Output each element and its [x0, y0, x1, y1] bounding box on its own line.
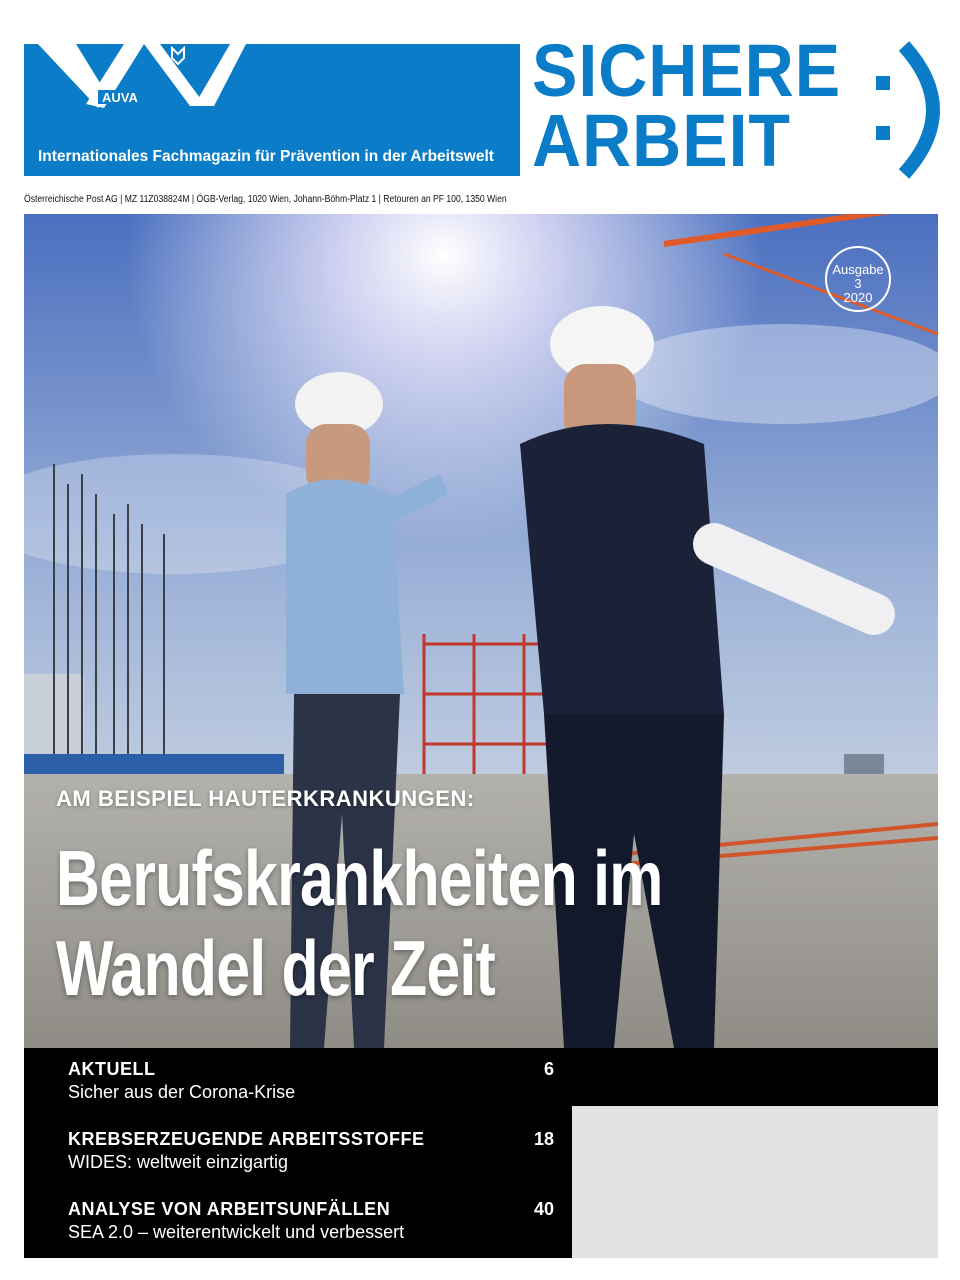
toc-grey-filler: [572, 1106, 938, 1258]
issue-number: 3: [854, 276, 862, 291]
cover-kicker: AM BEISPIEL HAUTERKRANKUNGEN:: [56, 786, 475, 811]
construction-site-image: [24, 214, 938, 1048]
postal-info: Österreichische Post AG | MZ 11Z038824M | ÖGB-Verlag, 1020 Wien, Johann-Böhm-Platz 1 | Retouren an PF 100, 1350 Wien: [24, 194, 507, 205]
toc-item-page: 40: [533, 1199, 554, 1219]
cover-headline-line2: Wandel der Zeit: [56, 924, 496, 1012]
tagline: Internationales Fachmagazin für Prävention in der Arbeitswelt: [38, 148, 494, 165]
auva-logo: [24, 44, 284, 154]
toc-item-title: Sicher aus der Corona-Krise: [68, 1082, 296, 1102]
toc-item-page: 6: [543, 1059, 554, 1079]
issue-label: Ausgabe: [832, 262, 884, 277]
toc-item-title: WIDES: weltweit einzigartig: [68, 1152, 289, 1172]
issue-year: 2020: [843, 290, 873, 305]
smiley-icon: [870, 40, 950, 180]
toc-item-section: KREBSERZEUGENDE ARBEITSSTOFFE: [68, 1129, 425, 1149]
toc-item-section: AKTUELL: [68, 1059, 156, 1079]
magazine-title-line1: SICHERE: [532, 29, 842, 112]
issue-badge: [825, 246, 891, 312]
cover-photo: [24, 214, 938, 1048]
toc-item-page: 18: [533, 1129, 554, 1149]
toc-item-title: SEA 2.0 – weiterentwickelt und verbessert: [68, 1222, 405, 1242]
toc-item-section: ANALYSE VON ARBEITSUNFÄLLEN: [68, 1199, 391, 1219]
cover-headline-line1: Berufskrankheiten im: [56, 834, 663, 922]
magazine-title-line2: ARBEIT: [532, 99, 791, 182]
header-blue-band: [24, 44, 520, 176]
logo-text: AUVA: [102, 90, 138, 105]
